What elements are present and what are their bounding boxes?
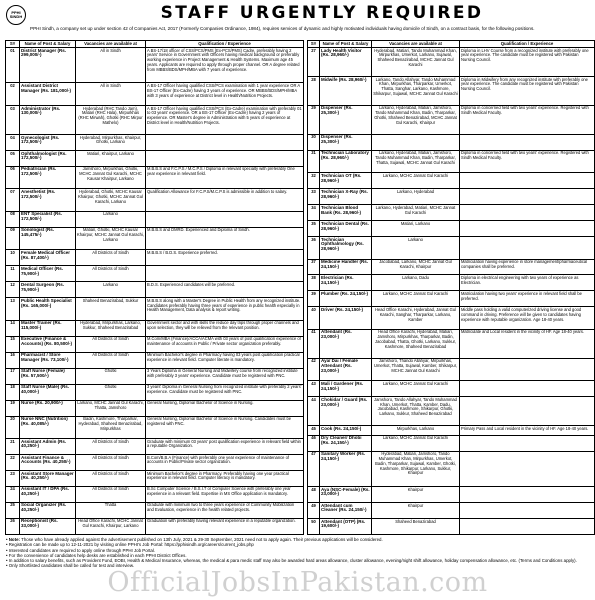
cell-post: ENT Specialist (Rs. 172,500/-): [20, 211, 76, 227]
cell-post: Chokidar / Guard (Rs. 23,000/-): [320, 397, 372, 426]
cell-vacancies: Shaheed Benazirabad: [372, 518, 460, 534]
positions-table-right: [307, 40, 595, 535]
cell-vacancies: Mirpurkhas, Larkano: [372, 426, 460, 435]
cell-number: 18: [6, 384, 20, 400]
note-text: For the convenience of candidates help desks are established in each PPHI District Offices.: [8, 552, 187, 558]
cell-post: Technician OT (Rs. 28,960/-): [320, 173, 372, 189]
cell-number: 28: [308, 76, 320, 105]
cell-qualification: M.B.B.S and F.C.P.S / M.C.P.S / Diploma in relevant specialty with preferably One year experience in relevant field.: [146, 166, 304, 188]
table-row: [308, 237, 595, 259]
cell-number: 07: [6, 189, 20, 211]
cell-qualification: A BS-17/18 officer of CSS/PCS/PMS (Ex-PCS/PMS) Cadre, preferably having 2 years' Service in Government with Officers having medical background or preferably working experience in Project Management & Health Systems. Maximum age 45 years. Applicants are required to apply through proper channel. OR A degree related from MBBS/BDS/MPH/MBA with 7 years of experience.: [146, 47, 304, 82]
cell-vacancies: All Districts of Sindh: [76, 454, 146, 470]
table-row: [308, 307, 595, 329]
header-vacancies: Vacancies are available at: [372, 41, 460, 48]
table-row: [308, 435, 595, 451]
cell-qualification: Diploma in concerned field with two years' experience. Registered with Sindh Medical Faculty.: [460, 150, 595, 172]
cell-vacancies: Larkano: [76, 282, 146, 298]
cell-vacancies: All Districts of Sindh: [76, 438, 146, 454]
cell-qualification: Diploma in Midwifery from any recognized institute with preferably one year experience. The candidate must be registered with Pakistan Nursing Council.: [460, 76, 595, 105]
cell-post: Technician Blood Bank (Rs. 28,960/-): [320, 205, 372, 221]
table-row: [308, 189, 595, 205]
table-row: [6, 502, 304, 518]
cell-number: 06: [6, 166, 20, 188]
table-row: [6, 352, 304, 368]
positions-table-left: [5, 40, 304, 535]
table-row: [308, 451, 595, 486]
cell-qualification: [146, 211, 304, 227]
cell-post: Assistant District Manager (Rs. 181,000/-): [20, 83, 76, 105]
cell-post: Nurse (Rs. 20,900/-): [20, 400, 76, 416]
cell-number: 33: [308, 189, 320, 205]
bullet-icon: •: [6, 547, 9, 553]
cell-post: Dry Cleaner/ Dhobi (Rs. 24,150/-): [320, 435, 372, 451]
cell-number: 22: [6, 454, 20, 470]
bullet-icon: •: [6, 542, 9, 548]
cell-qualification: [460, 518, 595, 534]
cell-post: Dispenser (Rs. 25,300/-): [320, 105, 372, 134]
cell-vacancies: Thatta: [76, 502, 146, 518]
cell-post: Assistant Admin (Rs. 40,250/-): [20, 438, 76, 454]
cell-number: 09: [6, 227, 20, 249]
cell-qualification: A BS-17 Officer having qualified CSS/PCS examination with 1 year experience OR A BS-17 Officer (Ex-Cadre) having 3 years of experience. OR MBBS/BDS/MPH/MBA with 3 years of experience at District level in Health/Nutrition Projects.: [146, 83, 304, 105]
cell-post: Ophthalmologist (Rs. 172,500/-): [20, 150, 76, 166]
cell-vacancies: Hyderabad (RHC Tando Jam), Matiari (RHC Hala), Mirpurkhas (RHC Mirwah), Ghotki (RHC Mirpur Mathelo): [76, 105, 146, 134]
table-row: [308, 47, 595, 76]
cell-vacancies: Hyderabad, Matiari, Tando Muhammad Khan, Mirpurkhas, Umerkot, Larkano, Sujawal, Shaheed Benazirabad, MCHC Jannat Gul Karachi: [372, 47, 460, 76]
cell-number: 19: [6, 400, 20, 416]
table-row: [6, 105, 304, 134]
cell-post: Lady Health Visitor (Rs. 28,960/-): [320, 47, 372, 76]
cell-qualification: M.B.B.S along with a Master's Degree in Public Health from any recognized institute. Candidates preferably having three years of experience in public health especially in Health Management, Data analysis & report writing.: [146, 298, 304, 320]
headline: STAFF URGENTLY REQUIRED: [160, 3, 484, 23]
cell-number: 17: [6, 368, 20, 384]
cell-vacancies: All in Sindh: [76, 47, 146, 82]
table-row: [6, 400, 304, 416]
table-row: [308, 134, 595, 150]
cell-number: 47: [308, 451, 320, 486]
cell-post: Anesthetist (Rs. 172,500/-): [20, 189, 76, 211]
header-qualification: Qualification / Experience: [460, 41, 595, 48]
cell-vacancies: Larkano, MCHC Jannat Gul Karachi: [372, 173, 460, 189]
cell-vacancies: All Districts of Sindh: [76, 266, 146, 282]
cell-number: 34: [308, 205, 320, 221]
cell-vacancies: Larkano, MCHC Jannat Gul Karachi: [372, 291, 460, 307]
header-vacancies: Vacancies are available at: [76, 41, 146, 48]
cell-qualification: Matriculation having experience in store management/pharmaceutical companies shall be preferred.: [460, 259, 595, 275]
table-row: [6, 416, 304, 438]
cell-qualification: Primary Pass and Local resident in the vicinity of HF. Age 18-40 years.: [460, 426, 595, 435]
table-row: [6, 134, 304, 150]
cell-vacancies: Ghotki: [76, 368, 146, 384]
cell-vacancies: Larkano, MCHC Jannat Gul Karachi: [372, 381, 460, 397]
table-row: [6, 438, 304, 454]
intro-paragraph: PPHI Sindh, a company set up under section 42 of Companies Act, 2017 (Formerly Companies Ordinance, 1984), requires services of dynamic and highly motivated individuals having domicile of Sindh, on a contract basis, for the following positions.: [30, 26, 535, 31]
pphi-logo: [6, 5, 26, 25]
cell-qualification: Qualification Allowance for F.C.P.S/M.C.P.S is admissible in addition to salary.: [146, 189, 304, 211]
cell-post: Technician Dental (Rs. 28,960/-): [320, 221, 372, 237]
cell-number: 25: [6, 502, 20, 518]
cell-number: 39: [308, 291, 320, 307]
table-row: [308, 381, 595, 397]
table-row: [6, 470, 304, 486]
cell-vacancies: Head Office Karachi, MCHC Jannat Gul Karachi, Khairpur, Larkano: [76, 518, 146, 534]
cell-number: 12: [6, 282, 20, 298]
note-text: Only Shortlisted candidates shall be called for test and interview.: [8, 563, 134, 569]
table-row: [6, 518, 304, 534]
cell-number: 01: [6, 47, 20, 82]
cell-qualification: Minimum Bachelor's degree in Pharmacy having 03 years post qualification practical experience in relevant field. Computer literate is mandatory.: [146, 352, 304, 368]
cell-vacancies: Matiari, Ghotki, MCHC Kausar Khairpur, MCHC Jannat Gul Karachi, Larkano: [76, 227, 146, 249]
cell-post: Aya/ Dai / Female Attendant (Rs. 23,000/-): [320, 358, 372, 380]
table-row: [308, 518, 595, 534]
cell-post: Attendant (OTP) (Rs. 19,600/-): [320, 518, 372, 534]
cell-number: 16: [6, 352, 20, 368]
table-row: [308, 358, 595, 380]
cell-number: 02: [6, 83, 20, 105]
cell-post: Technician Ophthalmology (Rs. 28,960/-): [320, 237, 372, 259]
table-row: [308, 291, 595, 307]
cell-number: 31: [308, 150, 320, 172]
cell-vacancies: Hyderabad, Mirpurkhas, Khairpur, Ghotki, Larkano: [76, 134, 146, 150]
cell-vacancies: Hyderabad, Mirpurkhas, Larkano, Sukkur, Shaheed Benazirabad: [76, 320, 146, 336]
cell-post: Female Medical Officer (Rs. 87,400/-): [20, 250, 76, 266]
table-row: [308, 329, 595, 358]
cell-number: 44: [308, 397, 320, 426]
cell-qualification: [146, 150, 304, 166]
cell-number: 30: [308, 134, 320, 150]
cell-qualification: M.Com/MBA (Finance)/ACCA/ACMA with 03 years of post qualification experience of maintenance of accounts in Public / Private sector organization preferably.: [146, 336, 304, 352]
cell-post: Technician Laboratory (Rs. 28,960/-): [320, 150, 372, 172]
cell-qualification: [460, 502, 595, 518]
table-row: [6, 211, 304, 227]
cell-number: 49: [308, 502, 320, 518]
cell-number: 36: [308, 237, 320, 259]
cell-qualification: M.B.B.S and DMRD. Experienced and Diploma of Sindh.: [146, 227, 304, 249]
table-row: [6, 320, 304, 336]
cell-post: Nurse NNC (Nutrition) (Rs. 40,085/-): [20, 416, 76, 438]
table-row: [6, 454, 304, 470]
cell-number: 32: [308, 173, 320, 189]
table-row: [308, 259, 595, 275]
cell-qualification: Government sector and with skills the reduce day trips through proper channels and upon selection, they will be relieved from the relevant position.: [146, 320, 304, 336]
cell-vacancies: Matiari, Larkano: [372, 221, 460, 237]
cell-vacancies: Head Office Karachi, Hyderabad, Jannat Gul Karachi, Sanghar, Tharparkar, Larkano, Kamber: [372, 307, 460, 329]
table-row: [6, 166, 304, 188]
cell-post: Assistant Store Manager (Rs. 40,250/-): [20, 470, 76, 486]
cell-qualification: Matriculate and Local resident in the vicinity of HF. Age 18-40 years.: [460, 329, 595, 358]
cell-vacancies: Larkano, Tando Allahyar, Tando Muhammad Khan, Mirpurkhas, Tharparkar, Umerkot, Thatta, Sanghar, Larkano, Kashmore, Shikarpur, Sujawal, MCHC Jannat Gul Karachi: [372, 76, 460, 105]
note-text: In addition to salary benefits, such as Provident Fund, EOBI, Health & Medical Insurance, whereas, the medical & para medic staff may also be awarded hard areas allowance, cluster allowance, evening/night shift allowance, holiday compensation allowance, etc. (Terms and Conditions apply).: [8, 558, 577, 564]
cell-qualification: [146, 266, 304, 282]
cell-post: Pharmacist / Store Manager (Rs. 73,100/-): [20, 352, 76, 368]
bullet-icon: •: [6, 558, 9, 564]
table-row: [308, 487, 595, 503]
cell-vacancies: All Districts of Sindh: [76, 250, 146, 266]
cell-vacancies: Badin, Kashmore, Tharparkar, Hyderabad, Shaheed Benazirabad, Mirpurkhas: [76, 416, 146, 438]
cell-qualification: [460, 381, 595, 397]
table-row: [6, 282, 304, 298]
cell-post: Midwife (Rs. 28,960/-): [320, 76, 372, 105]
table-row: [308, 426, 595, 435]
cell-vacancies: Khairpur: [372, 487, 460, 503]
table-row: [308, 150, 595, 172]
cell-number: 43: [308, 381, 320, 397]
table-row: [6, 250, 304, 266]
bullet-icon: •: [6, 563, 9, 569]
watermark: OfficialJobsInPakistan.com: [107, 567, 488, 598]
cell-qualification: [146, 134, 304, 150]
cell-vacancies: Larkano: [76, 211, 146, 227]
cell-post: Attendant cum Cleaner (Rs. 24,150/-): [320, 502, 372, 518]
cell-number: 29: [308, 105, 320, 134]
cell-qualification: Matriculation having two years' experience in relevant field shall be preferred.: [460, 291, 595, 307]
cell-qualification: M.B.B.S / B.D.S. Experience preferred.: [146, 250, 304, 266]
cell-qualification: Diploma in LHV Course from a recognized institute with preferably one year experience. The candidate must be registered with Pakistan Nursing Council.: [460, 47, 595, 76]
cell-vacancies: Khairpur: [372, 502, 460, 518]
cell-qualification: Minimum Bachelor's degree in Pharmacy. Preferably having one year practical experience in relevant field. Computer literacy is mandatory.: [146, 470, 304, 486]
bullet-icon: •: [6, 552, 9, 558]
table-header-row: [308, 41, 595, 48]
table-row: [308, 397, 595, 426]
table-row: [6, 83, 304, 105]
cell-number: 21: [6, 438, 20, 454]
cell-post: Plumber (Rs. 24,150/-): [320, 291, 372, 307]
header-no: S#: [308, 41, 320, 48]
cell-number: 14: [6, 320, 20, 336]
cell-post: District Manager (Rs. 299,000/-): [20, 47, 76, 82]
cell-post: Technician X-Ray (Rs. 28,960/-): [320, 189, 372, 205]
cell-qualification: 3 years' Diploma in General Nursing from recognized institute with preferably 2 years' experience. Candidate must be registered with PNC.: [146, 384, 304, 400]
logo-text: PPHI SINDH: [9, 10, 23, 19]
cell-vacancies: All in Sindh: [76, 83, 146, 105]
cell-vacancies: Larkano, Hyderabad: [372, 189, 460, 205]
cell-post: Aya (NSC-Female) (Rs. 23,000/-): [320, 487, 372, 503]
table-row: [308, 76, 595, 105]
cell-qualification: General Nursing, Diploma/ Bachelor of Science in Nursing. Candidates must be registered with PNC.: [146, 416, 304, 438]
cell-number: 40: [308, 307, 320, 329]
cell-post: Public Health Specialist (Rs. 165,000/-): [20, 298, 76, 320]
cell-vacancies: Head Office Karachi, Hyderabad, Matiari, Jamshoro, Mirpurkhas, Tharparkar, Badin, Jacobabad, Thatta, Ghotki, Larkano, Sukkur, Kashmore, Shaheed Benazirabad: [372, 329, 460, 358]
note-line: [6, 563, 591, 568]
cell-post: Staff Nurse (Female) (Rs. 57,500/-): [20, 368, 76, 384]
cell-number: 38: [308, 275, 320, 291]
cell-qualification: Middle pass holding a valid computerized driving license and good command in driving. Preference will be given to candidates having experience with reputable organization. Age 18-40 years.: [460, 307, 595, 329]
cell-post: Dispenser (Rs. 25,300/-): [320, 134, 372, 150]
table-row: [6, 336, 304, 352]
cell-qualification: B.D.S. Experienced candidates will be preferred.: [146, 282, 304, 298]
cell-qualification: [460, 487, 595, 503]
notes-section: [6, 537, 591, 569]
cell-vacancies: Larkano, Hyderabad, Matiari, MCHC Jannat Gul Karachi: [372, 205, 460, 221]
cell-vacancies: All Districts of Sindh: [76, 352, 146, 368]
cell-qualification: B.Com/B.B.A (Finance) with preferably one year experience of maintenance of accounts in Public/Private sector organization.: [146, 454, 304, 470]
cell-qualification: [460, 435, 595, 451]
cell-post: Pediatrician (Rs. 172,500/-): [20, 166, 76, 188]
cell-vacancies: Ghotki: [76, 384, 146, 400]
cell-vacancies: [372, 134, 460, 150]
cell-post: Receptionist (Rs. 33,000/-): [20, 518, 76, 534]
cell-vacancies: Larkano, Hyderabad, Matiari, Jamshoro, Tando Muhammad Khan, Badin, Tharparkar, Thatta, Sujawal, MCHC Jannat Gul Karachi: [372, 150, 460, 172]
table-row: [308, 105, 595, 134]
cell-qualification: [460, 205, 595, 221]
cell-number: 20: [6, 416, 20, 438]
advertisement-page: [2, 2, 593, 598]
header-qualification: Qualification / Experience: [146, 41, 304, 48]
cell-vacancies: Matiari, Khairpur, Larkano: [76, 150, 146, 166]
table-row: [308, 205, 595, 221]
cell-number: 26: [6, 518, 20, 534]
note-text: Registration can be made up to 12-11-2021 by visiting online PPHI's Job Portal: https://pphisindh.org/careers/current_jobs.php: [8, 542, 254, 548]
cell-post: Administrator (Rs. 130,000/-): [20, 105, 76, 134]
cell-qualification: [460, 173, 595, 189]
table-row: [6, 189, 304, 211]
cell-number: 04: [6, 134, 20, 150]
cell-vacancies: Jamshoro, Thando Allahyar, Mirpurkhas, Umerkot, Thatta, Sujawal, Kamber, Shikarpur, MCHC Jannat Gul Karachi: [372, 358, 460, 380]
cell-vacancies: Larkano, MCHC Jannat Gul Karachi, Thatta, Jamshoro: [76, 400, 146, 416]
cell-post: Gynecologist (Rs. 172,500/-): [20, 134, 76, 150]
cell-number: 37: [308, 259, 320, 275]
cell-vacancies: Hyderabad, Ghotki, MCHC Kausar Khairpur, Ghotki, MCHC Jannat Gul Karachi, Larkano: [76, 189, 146, 211]
cell-qualification: [460, 134, 595, 150]
cell-qualification: [460, 451, 595, 486]
cell-qualification: [460, 237, 595, 259]
cell-qualification: [460, 358, 595, 380]
note-text: Interested candidates are required to apply online through PPHI Job Portal.: [8, 547, 155, 553]
table-row: [6, 227, 304, 249]
cell-qualification: General Nursing, Diploma/ Bachelor of Science in Nursing.: [146, 400, 304, 416]
cell-post: Executive (Finance & Accounts) (Rs. 80,500/-): [20, 336, 76, 352]
cell-qualification: A BS-17 Officer having qualified CSS/PCS (Ex-Cadre) examination with preferably 01 to 03 years' experience. OR a BS-17 Officer (Ex-Cadre) having 2 years of experience. OR Master's degree in Administration with 5 years of experience at District level in Health/Nutrition Projects.: [146, 105, 304, 134]
table-row: [6, 384, 304, 400]
cell-post: Attendant (Rs. 23,000/-): [320, 329, 372, 358]
note-label: Note:: [8, 537, 20, 542]
cell-post: Sonologist (Rs. 145,475/-): [20, 227, 76, 249]
cell-number: 27: [308, 47, 320, 76]
cell-number: 35: [308, 221, 320, 237]
note-text: Those who have already applied against the advertisement published on 13th July, 2021 & 29-30 September, 2021 need not to apply again. Their previous applications will be considered.: [20, 537, 383, 542]
bullet-icon: •: [6, 537, 9, 542]
cell-post: Assistant IT / DPA (Rs. 40,250/-): [20, 486, 76, 502]
header-no: S#: [6, 41, 20, 48]
cell-number: 24: [6, 486, 20, 502]
cell-vacancies: Larkano: [372, 237, 460, 259]
cell-post: Social Organizer (Rs. 40,250/-): [20, 502, 76, 518]
cell-number: 23: [6, 470, 20, 486]
cell-vacancies: All Districts of Sindh: [76, 486, 146, 502]
cell-number: 10: [6, 250, 20, 266]
cell-qualification: Diploma in electrical engineering with two years of experience as Electrician.: [460, 275, 595, 291]
cell-post: Driver (Rs. 24,150/-): [320, 307, 372, 329]
cell-vacancies: Larkano, Hyderabad, Matiari, Jamshoro, Tando Muhammad Khan, Badin, Tharparkar, Ghotki, Shaheed Benazirabad, MCHC Jannat Gul Karachi, Khairpur: [372, 105, 460, 134]
cell-number: 03: [6, 105, 20, 134]
cell-number: 46: [308, 435, 320, 451]
table-header-row: [6, 41, 304, 48]
cell-number: 08: [6, 211, 20, 227]
table-row: [6, 486, 304, 502]
table-row: [6, 298, 304, 320]
table-row: [308, 502, 595, 518]
cell-post: Electrician (Rs. 24,150/-): [320, 275, 372, 291]
cell-number: 41: [308, 329, 320, 358]
cell-vacancies: Jacobabad, Larkano, MCHC Jannat Gul Karachi, Khairpur: [372, 259, 460, 275]
table-row: [6, 150, 304, 166]
cell-qualification: Graduate with minimum two to three years experience of Community Mobilization and Evaluation, experience in the health related projects.: [146, 502, 304, 518]
cell-qualification: Graduation with preferably having relevant experience in a reputable organization.: [146, 518, 304, 534]
cell-vacancies: Larkano, MCHC Jannat Gul Karachi: [372, 435, 460, 451]
cell-qualification: Graduate with minimum 03 years' post qualification experience in relevant field within a reputable Organization.: [146, 438, 304, 454]
cell-post: Medicine Handler (Rs. 24,150/-): [320, 259, 372, 275]
table-row: [6, 47, 304, 82]
table-row: [6, 266, 304, 282]
cell-vacancies: Jamshoro, Mirpurkhas, Ghotki, MCHC Jannat Gul Karachi, MCHC Kausar Khairpur, Larkano: [76, 166, 146, 188]
cell-number: 13: [6, 298, 20, 320]
cell-post: Mali / Gardener (Rs. 24,150/-): [320, 381, 372, 397]
cell-number: 42: [308, 358, 320, 380]
cell-qualification: Diploma in concerned field with two years' experience. Registered with Sindh Medical Faculty.: [460, 105, 595, 134]
table-row: [308, 275, 595, 291]
cell-number: 45: [308, 426, 320, 435]
cell-number: 15: [6, 336, 20, 352]
cell-qualification: [460, 397, 595, 426]
cell-number: 11: [6, 266, 20, 282]
table-row: [6, 368, 304, 384]
cell-post: Medical Officer (Rs. 75,900/-): [20, 266, 76, 282]
cell-vacancies: Hyderabad, Matiari, Jamshoro, Tando Muhammad Khan, Mirpurkhas, Umerkot, Badin, Tharparkar, Sujawal, Kamber, Ghotki, Kashmore, Shikarpur, Larkano, Sukkur, Khairpur: [372, 451, 460, 486]
cell-number: 50: [308, 518, 320, 534]
cell-vacancies: Shaheed Benazirabad, Sukkur: [76, 298, 146, 320]
cell-number: 05: [6, 150, 20, 166]
cell-post: Cook (Rs. 24,150/-): [320, 426, 372, 435]
cell-post: Dental Surgeon (Rs. 75,900/-): [20, 282, 76, 298]
cell-post: Staff Nurse (Male) (Rs. 40,000/-): [20, 384, 76, 400]
header-post: Name of Post & Salary: [320, 41, 372, 48]
cell-qualification: [460, 221, 595, 237]
cell-vacancies: All Districts of Sindh: [76, 336, 146, 352]
cell-number: 48: [308, 487, 320, 503]
cell-qualification: [460, 189, 595, 205]
cell-post: Assistant Finance & Accounts (Rs. 40,250/-): [20, 454, 76, 470]
positions-tables: [5, 40, 593, 535]
table-row: [308, 221, 595, 237]
cell-vacancies: Jamshoro, Tando Allahyar, Tando Muhammad Khan, Umerkot, Thatta, Kamber, Dadu, Jacobabad, Kashmore, Shikarpur, Ghotki, Larkano, Sukkur, Shaheed Benazirabad: [372, 397, 460, 426]
cell-vacancies: All Districts of Sindh: [76, 470, 146, 486]
cell-qualification: B.Sc Computer Science / B.S.I.T or Computer Science with preferably one year experience in a relevant field. Expertise in MS Office application is mandatory.: [146, 486, 304, 502]
cell-post: Master Trainer (Rs. 115,000/-): [20, 320, 76, 336]
cell-vacancies: Larkano, Dadu: [372, 275, 460, 291]
header-post: Name of Post & Salary: [20, 41, 76, 48]
table-row: [308, 173, 595, 189]
cell-qualification: 3 Years Diploma in General Nursing and Midwifery course from recognized institute with preferably 3 years' experience. Candidate must be registered with PNC.: [146, 368, 304, 384]
cell-post: Sanitary Worker (Rs. 24,150/-): [320, 451, 372, 486]
